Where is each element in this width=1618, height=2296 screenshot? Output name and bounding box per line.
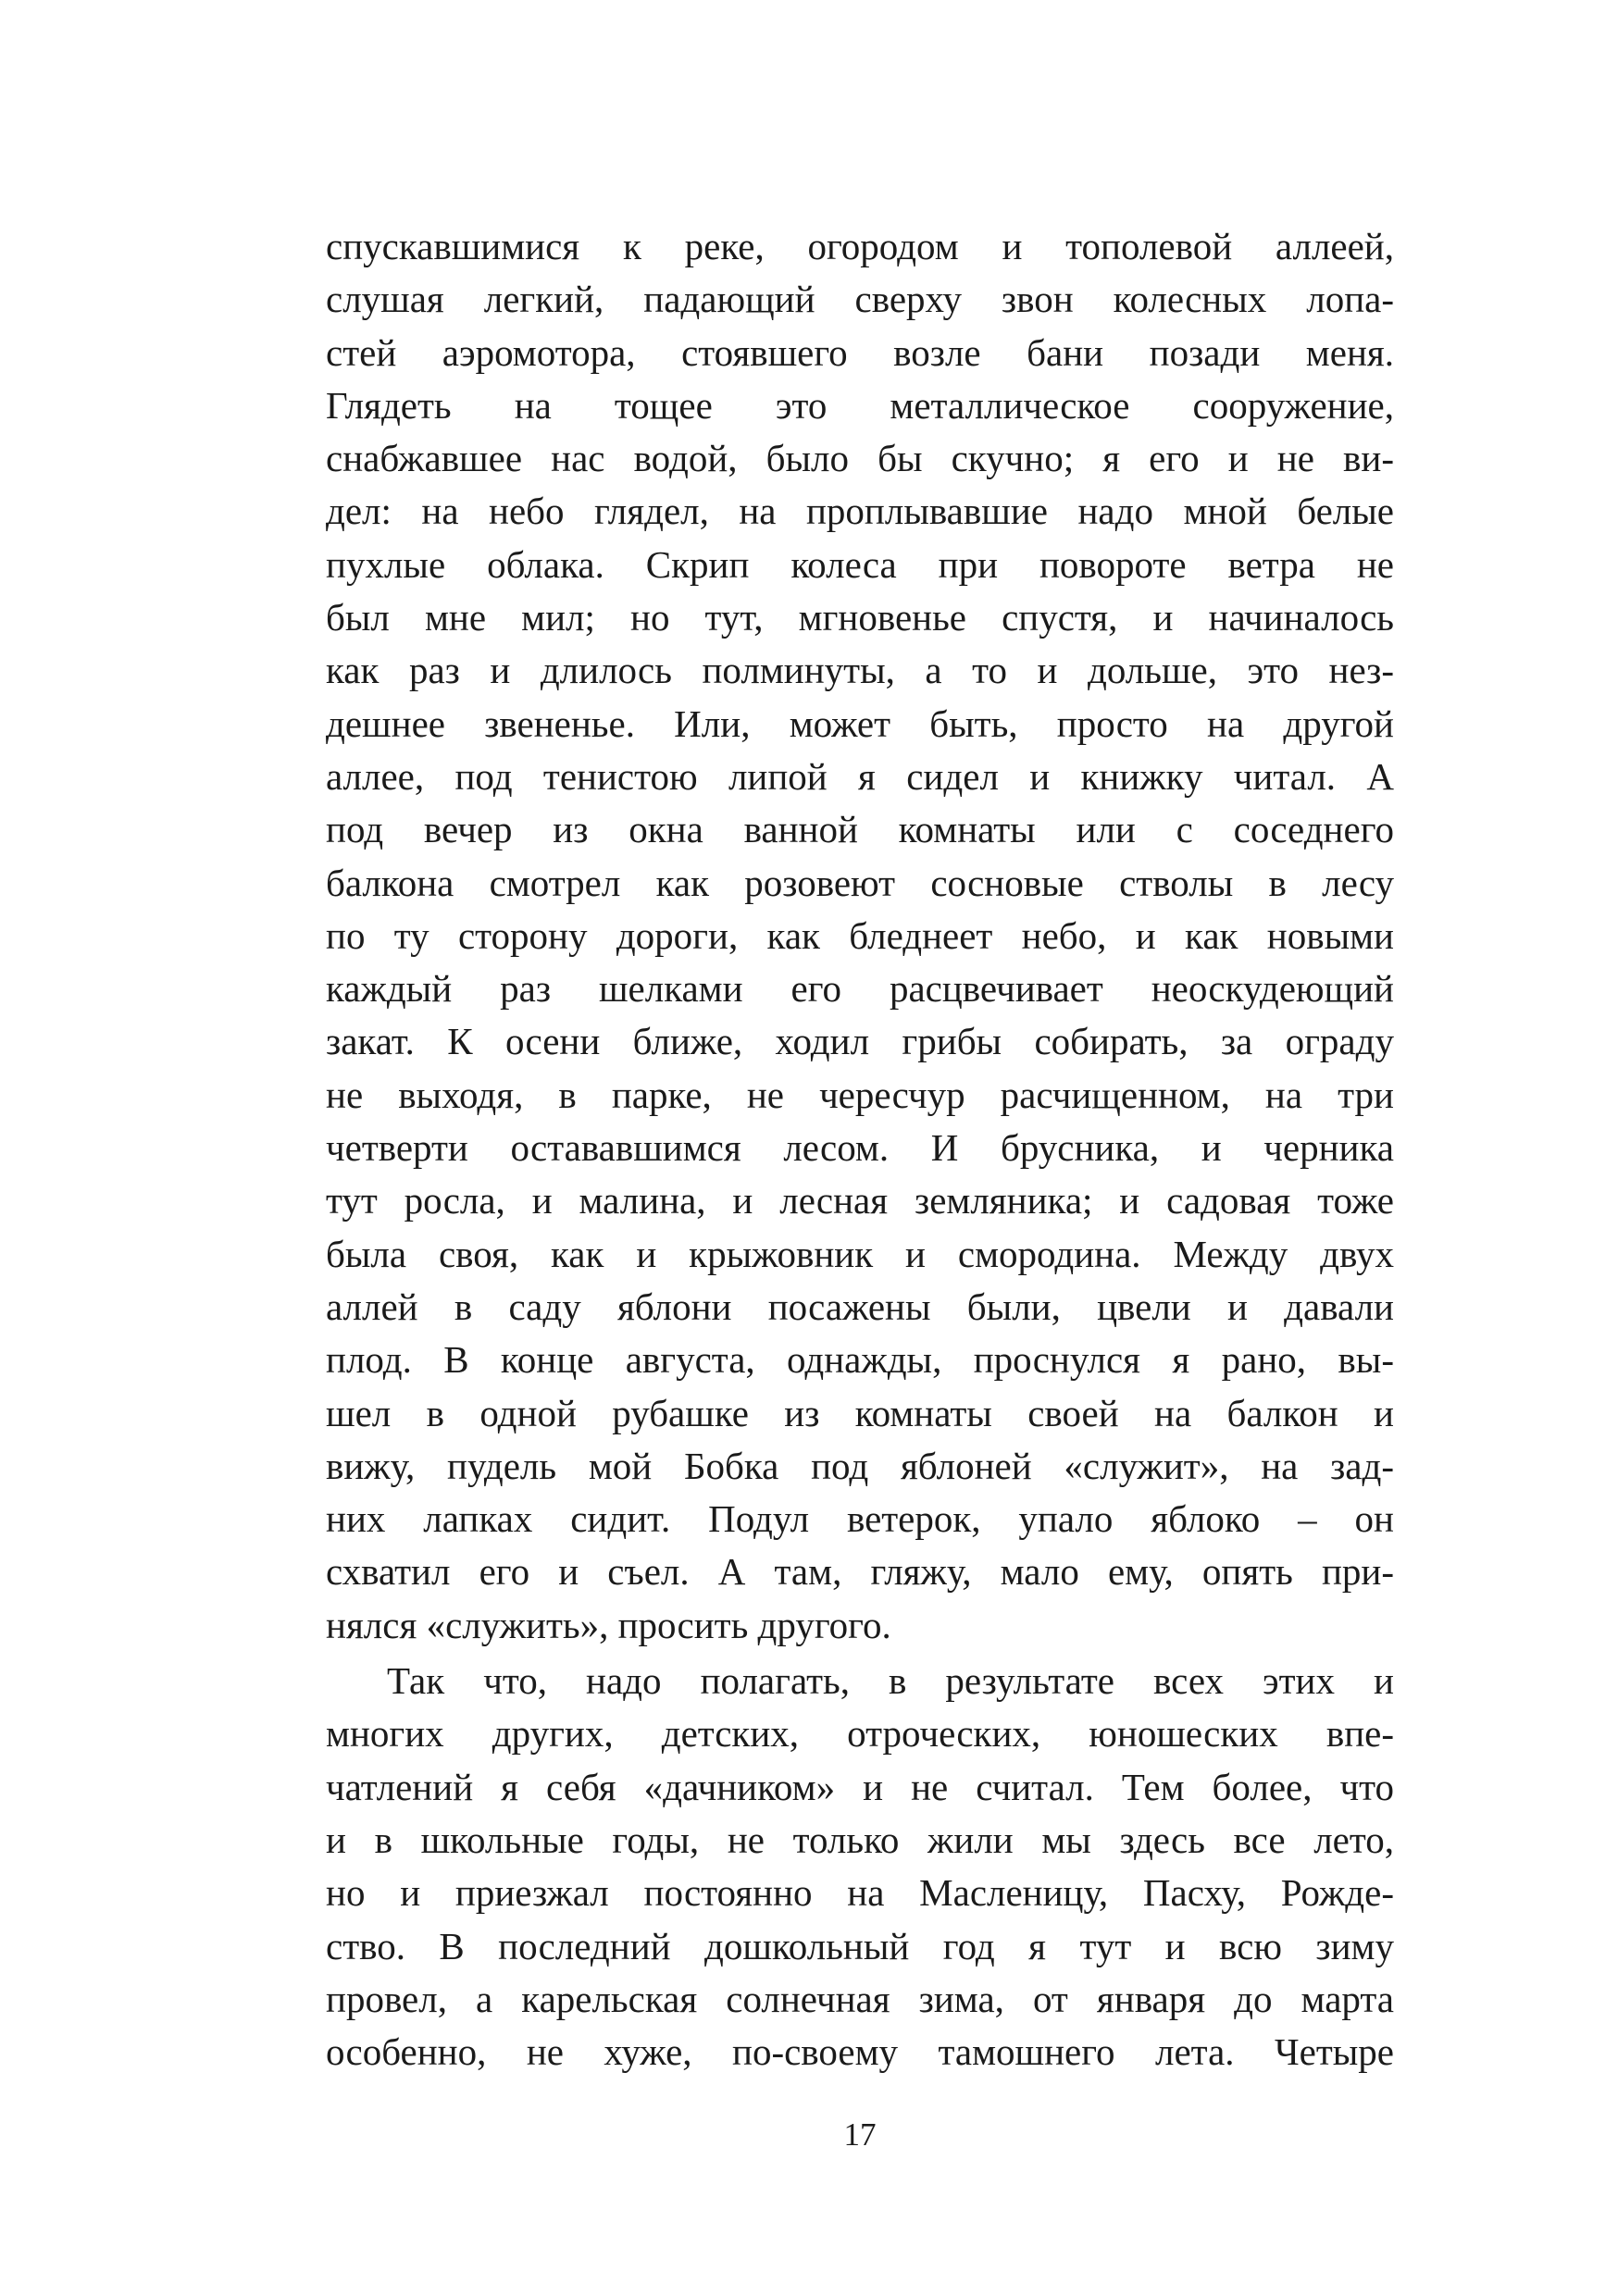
- text-line: не выходя, в парке, не чересчур расчищенном, на три: [326, 1073, 1394, 1116]
- text-line: спускавшимися к реке, огородом и тополевой аллеей,: [326, 225, 1394, 267]
- text-line: особенно, не хуже, по-своему тамошнего лета. Четыре: [326, 2030, 1394, 2074]
- text-line: дешнее звененье. Или, может быть, просто на другой: [326, 701, 1394, 745]
- text-line: вижу, пудель мой Бобка под яблоней «служит», на зад-: [326, 1444, 1394, 1487]
- text-line: была своя, как и крыжовник и смородина. Между двух: [326, 1232, 1394, 1275]
- text-line: тут росла, и малина, и лесная земляника; и садовая тоже: [326, 1179, 1394, 1222]
- text-line: но и приезжал постоянно на Масленицу, Пасху, Рожде-: [326, 1871, 1394, 1915]
- text-line: многих других, детских, отроческих, юношеских впе-: [326, 1712, 1394, 1756]
- body-text: [326, 220, 1394, 2079]
- text-line: аллей в саду яблони посажены были, цвели и давали: [326, 1285, 1394, 1328]
- text-line: аллее, под тенистою липой я сидел и книжку читал. А: [326, 754, 1394, 798]
- text-line: дел: на небо глядел, на проплывавшие надо мной белые: [326, 490, 1394, 533]
- text-line: каждый раз шелками его расцвечивает неоскудеющий: [326, 967, 1394, 1011]
- text-line: был мне мил; но тут, мгновенье спустя, и начиналось: [326, 596, 1394, 639]
- text-line: Глядеть на тощее это металлическое сооружение,: [326, 383, 1394, 427]
- text-line: как раз и длилось полминуты, а то и дольше, это нез-: [326, 649, 1394, 692]
- text-line: пухлые облака. Скрип колеса при повороте ветра не: [326, 542, 1394, 586]
- text-line: и в школьные годы, не только жили мы здесь все лето,: [326, 1818, 1394, 1861]
- page-number: 17: [843, 2116, 877, 2153]
- text-line: них лапках сидит. Подул ветерок, упало яблоко – он: [326, 1497, 1394, 1541]
- text-line: под вечер из окна ванной комнаты или с соседнего: [326, 808, 1394, 851]
- text-line: провел, а карельская солнечная зима, от января до марта: [326, 1977, 1394, 2020]
- text-line: нялся «служить», просить другого.: [326, 1603, 891, 1646]
- text-line: слушая легкий, падающий сверху звон колесных лопа-: [326, 278, 1394, 321]
- text-line: закат. К осени ближе, ходил грибы собирать, за ограду: [326, 1020, 1394, 1063]
- text-line: снабжавшее нас водой, было бы скучно; я его и не ви-: [326, 437, 1394, 480]
- text-line: чатлений я себя «дачником» и не считал. Тем более, что: [326, 1765, 1394, 1808]
- text-line: Так что, надо полагать, в результате всех этих и: [387, 1659, 1394, 1703]
- text-line: шел в одной рубашке из комнаты своей на балкон и: [326, 1391, 1394, 1434]
- text-line: плод. В конце августа, однажды, проснулся я рано, вы-: [326, 1338, 1394, 1382]
- text-line: балкона смотрел как розовеют сосновые стволы в лесу: [326, 861, 1394, 904]
- text-line: стей аэромотора, стоявшего возле бани позади меня.: [326, 330, 1394, 374]
- text-line: четверти остававшимся лесом. И брусника, и черника: [326, 1126, 1394, 1170]
- text-line: ство. В последний дошкольный год я тут и всю зиму: [326, 1924, 1394, 1967]
- text-line: схватил его и съел. А там, гляжу, мало ему, опять при-: [326, 1550, 1394, 1594]
- text-line: по ту сторону дороги, как бледнеет небо, и как новыми: [326, 913, 1394, 957]
